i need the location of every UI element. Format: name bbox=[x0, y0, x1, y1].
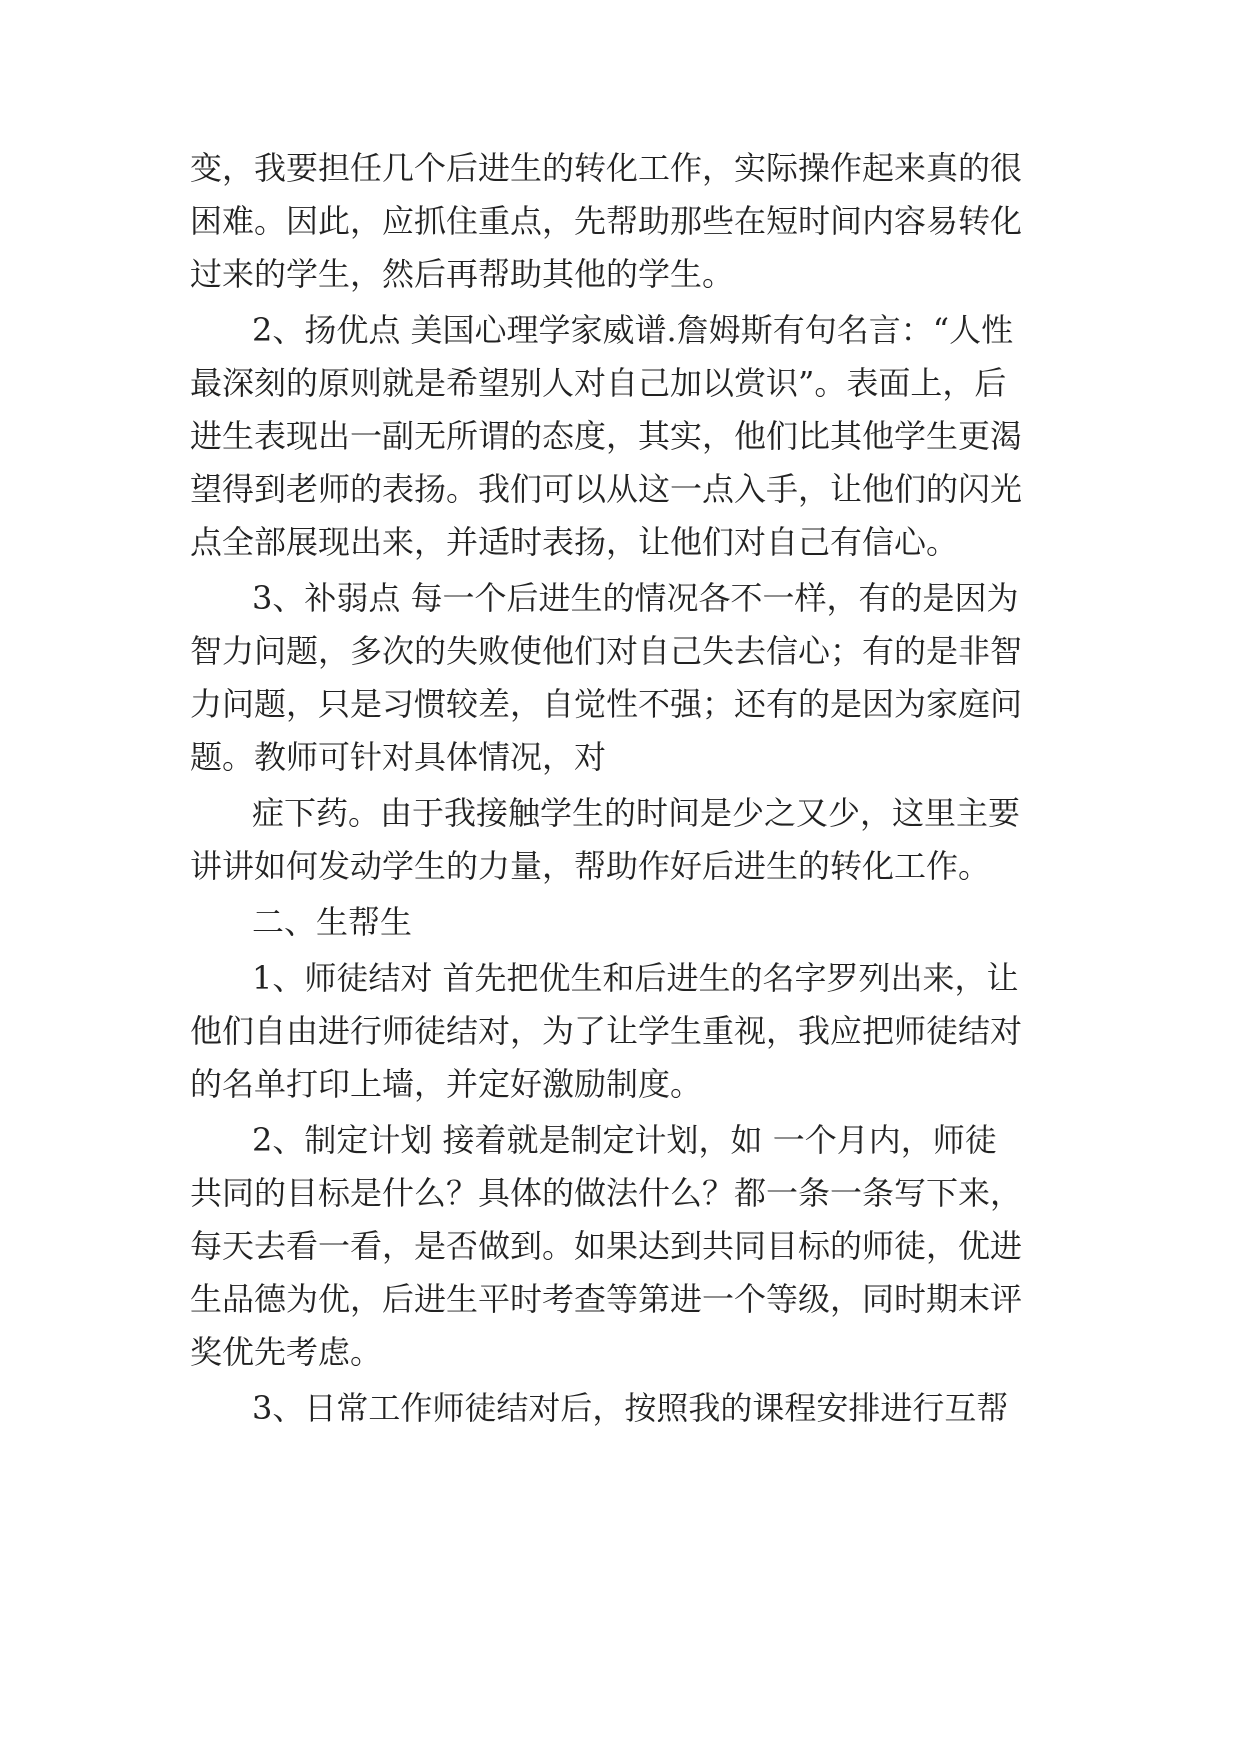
text-line: 1、师徒结对 首先把优生和后进生的名字罗列出来，让 bbox=[252, 959, 1019, 997]
text-line: 最深刻的原则就是希望别人对自己加以赏识”。表面上，后 bbox=[190, 364, 1007, 402]
text-line: 点全部展现出来，并适时表扬，让他们对自己有信心。 bbox=[190, 523, 959, 561]
text-line: 3、日常工作师徒结对后，按照我的课程安排进行互帮 bbox=[252, 1389, 1009, 1427]
text-line: 每天去看一看，是否做到。如果达到共同目标的师徒，优进 bbox=[190, 1227, 1023, 1265]
text-line: 奖优先考虑。 bbox=[190, 1333, 383, 1371]
text-line: 力问题，只是习惯较差，自觉性不强；还有的是因为家庭问 bbox=[190, 685, 1023, 723]
text-line: 讲讲如何发动学生的力量，帮助作好后进生的转化工作。 bbox=[190, 847, 991, 885]
text-line: 题。教师可针对具体情况，对 bbox=[190, 738, 607, 776]
text-line: 他们自由进行师徒结对，为了让学生重视，我应把师徒结对 bbox=[190, 1012, 1023, 1050]
text-line: 2、扬优点 美国心理学家威谱.詹姆斯有句名言：“人性 bbox=[252, 311, 1014, 349]
text-line: 2、制定计划 接着就是制定计划，如 一个月内，师徒 bbox=[252, 1121, 997, 1159]
text-line: 症下药。由于我接触学生的时间是少之又少，这里主要 bbox=[252, 794, 1021, 832]
text-line: 生品德为优，后进生平时考查等第进一个等级，同时期末评 bbox=[190, 1280, 1023, 1318]
text-line: 的名单打印上墙，并定好激励制度。 bbox=[190, 1065, 703, 1103]
text-line: 智力问题，多次的失败使他们对自己失去信心；有的是非智 bbox=[190, 632, 1023, 670]
text-line: 困难。因此，应抓住重点，先帮助那些在短时间内容易转化 bbox=[190, 202, 1023, 240]
text-line: 望得到老师的表扬。我们可以从这一点入手，让他们的闪光 bbox=[190, 470, 1023, 508]
text-line: 过来的学生，然后再帮助其他的学生。 bbox=[190, 255, 735, 293]
section-heading: 二、生帮生 bbox=[252, 903, 413, 941]
text-line: 3、补弱点 每一个后进生的情况各不一样，有的是因为 bbox=[252, 579, 1019, 617]
text-line: 进生表现出一副无所谓的态度，其实，他们比其他学生更渴 bbox=[190, 417, 1023, 455]
text-line: 变，我要担任几个后进生的转化工作，实际操作起来真的很 bbox=[190, 149, 1023, 187]
text-line: 共同的目标是什么？具体的做法什么？都一条一条写下来， bbox=[190, 1174, 1023, 1212]
